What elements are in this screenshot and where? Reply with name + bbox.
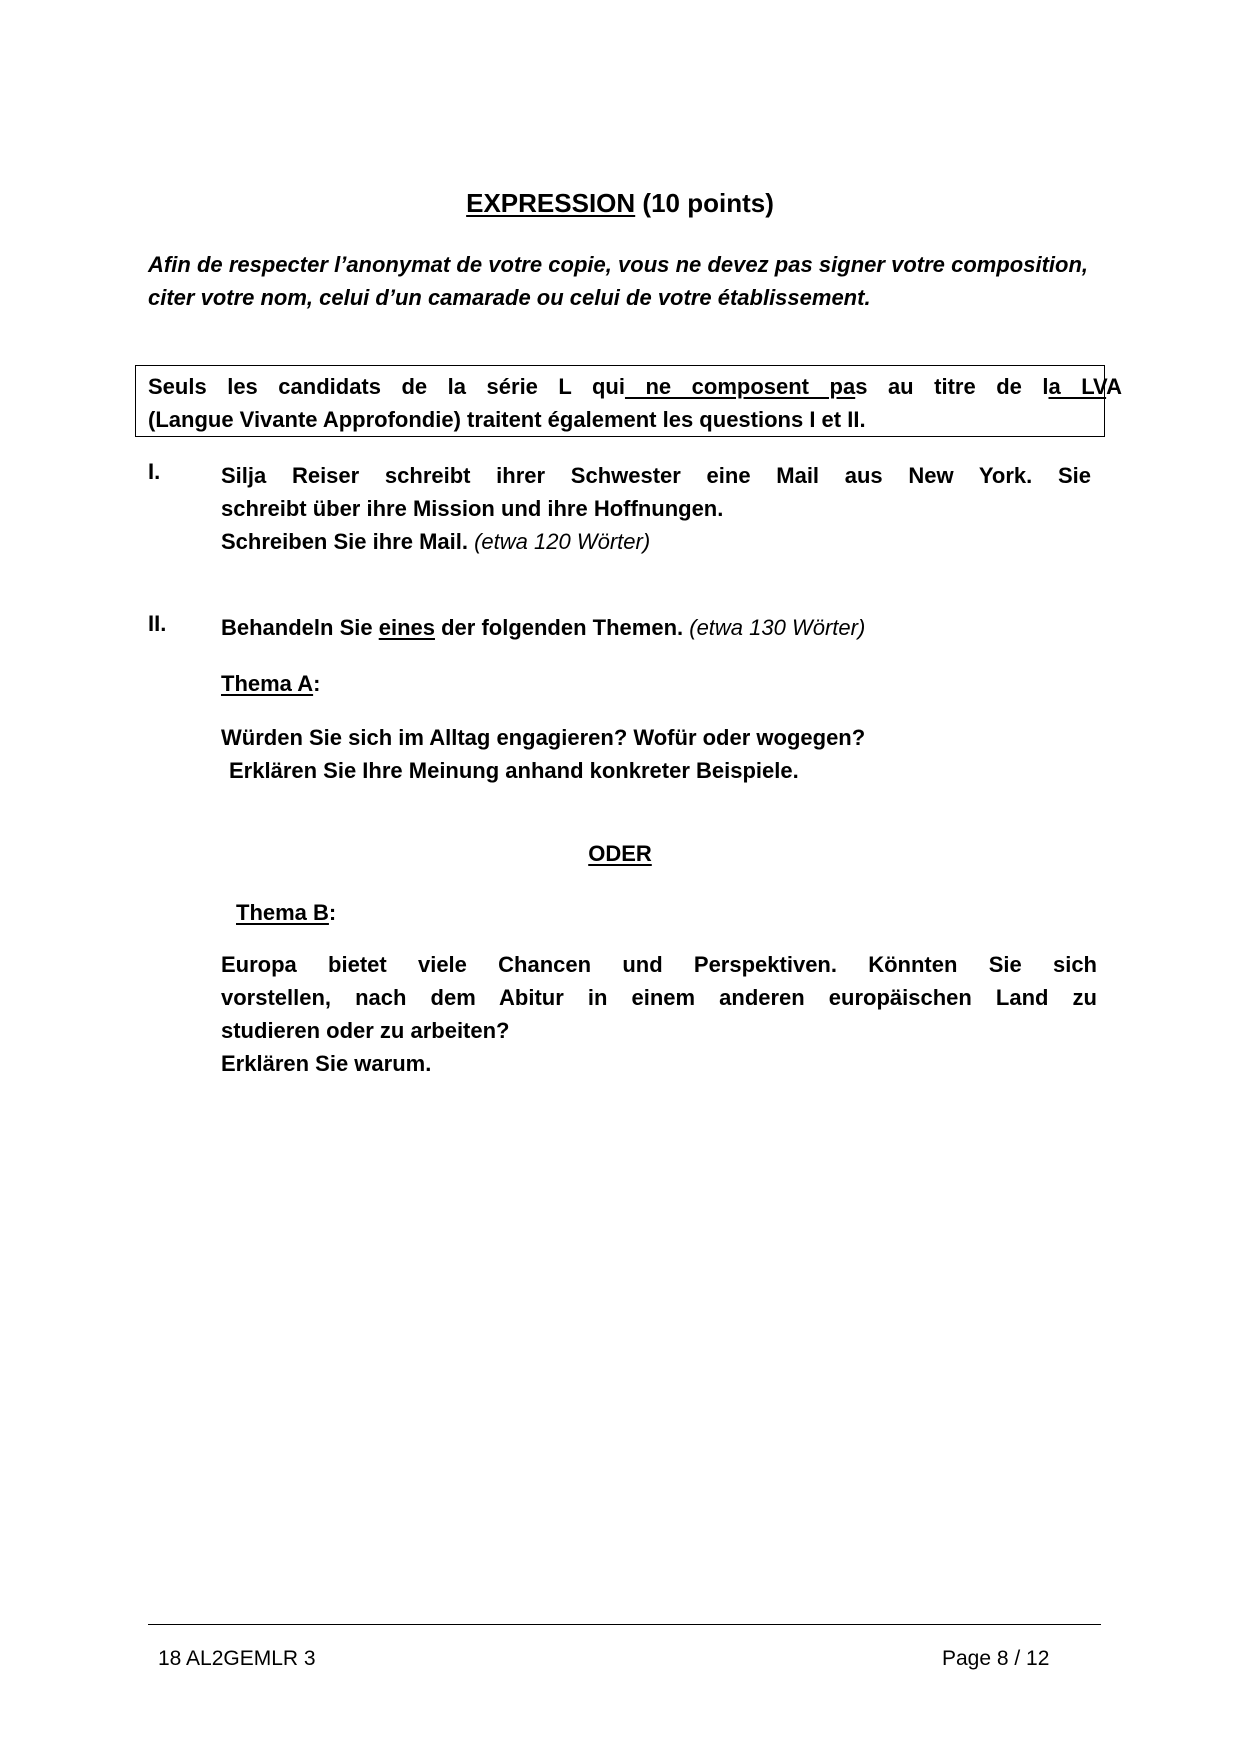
- lva-notice-line1: Seuls les candidats de la série L qui ne composent pas au titre de la LVA: [148, 374, 1122, 399]
- theme-b-text: Europa bietet viele Chancen und Perspektiven. Könnten Sie sich vorstellen, nach dem Abitur in einem anderen europäischen Land zu studieren oder zu arbeiten? Erklären Sie warum.: [221, 952, 1097, 1076]
- footer-page-number: Page 8 / 12: [942, 1647, 1050, 1670]
- question-1-text: Silja Reiser schreibt ihrer Schwester eine Mail aus New York. Sie schreibt über ihre Mission und ihre Hoffnungen. Schreiben Sie ihre Mail. (etwa 120 Wörter): [221, 463, 1091, 554]
- page-title: EXPRESSION (10 points): [466, 188, 774, 218]
- footer-code: 18 AL2GEMLR 3: [158, 1647, 316, 1670]
- theme-a-text: Würden Sie sich im Alltag engagieren? Wofür oder wogegen? Erklären Sie Ihre Meinung anhand konkreter Beispiele.: [221, 725, 866, 783]
- oder-separator: ODER: [588, 841, 652, 866]
- lva-notice: [148, 370, 1122, 436]
- footer-divider: [148, 1624, 1101, 1625]
- question-1-number: I.: [148, 459, 161, 484]
- theme-b-label: Thema B:: [236, 900, 337, 925]
- anonymity-notice: Afin de respecter l’anonymat de votre copie, vous ne devez pas signer votre composition, citer votre nom, celui d’un camarade ou celui de votre établissement.: [148, 252, 1088, 310]
- question-2-number: II.: [148, 611, 167, 636]
- theme-a-label: Thema A:: [221, 671, 321, 696]
- lva-notice-line2: (Langue Vivante Approfondie) traitent également les questions I et II.: [148, 407, 866, 432]
- question-2-text: Behandeln Sie eines der folgenden Themen. (etwa 130 Wörter): [221, 615, 866, 640]
